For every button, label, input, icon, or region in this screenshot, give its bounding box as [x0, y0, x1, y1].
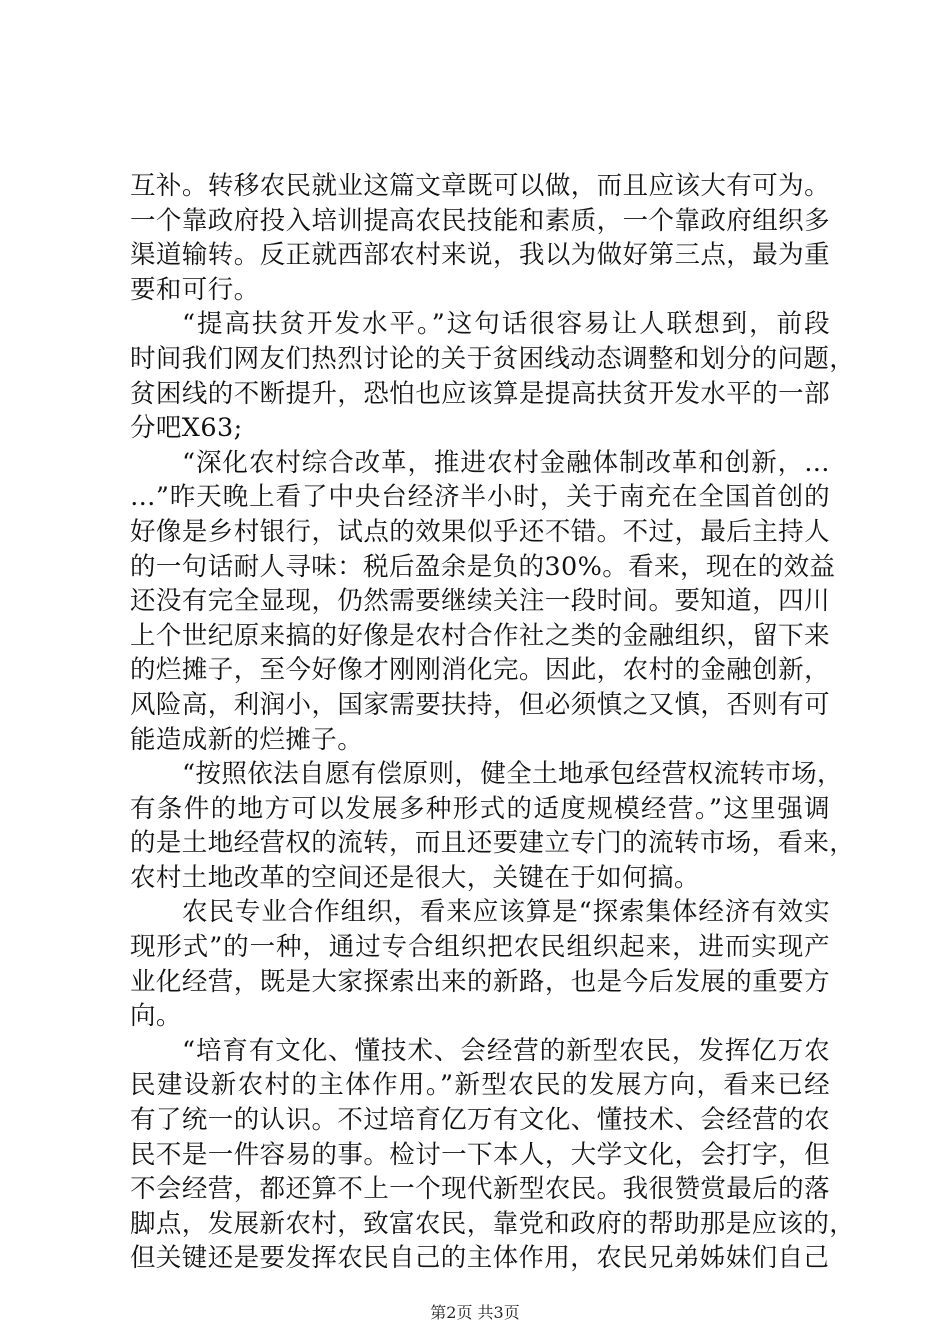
- page-footer: 第2页 共3页: [430, 1303, 520, 1322]
- text-line: 民建设新农村的主体作用。”新型农民的发展方向，看来已经: [130, 1070, 830, 1101]
- text-line: “深化农村综合改革，推进农村金融体制改革和创新，…: [182, 447, 830, 478]
- text-line: 有了统一的认识。不过培育亿万有文化、懂技术、会经营的农: [130, 1105, 830, 1136]
- text-line: “按照依法自愿有偿原则，健全土地承包经营权流转市场，: [182, 759, 843, 790]
- text-line: 农村土地改革的空间还是很大，关键在于如何搞。: [130, 862, 700, 893]
- text-line: 风险高，利润小，国家需要扶持，但必须慎之又慎，否则有可: [130, 689, 830, 720]
- paragraph: [130, 169, 830, 307]
- text-line: 有条件的地方可以发展多种形式的适度规模经营。”这里强调: [130, 793, 830, 824]
- text-line: 一个靠政府投入培训提高农民技能和素质，一个靠政府组织多: [130, 205, 830, 236]
- text-line: 农民专业合作组织，看来应该算是“探索集体经济有效实: [182, 897, 830, 928]
- text-line: 时间我们网友们热烈讨论的关于贫困线动态调整和划分的问题，: [130, 343, 856, 374]
- text-line: 贫困线的不断提升，恐怕也应该算是提高扶贫开发水平的一部: [130, 378, 830, 409]
- text-line: 但关键还是要发挥农民自己的主体作用，农民兄弟姊妹们自己: [130, 1243, 830, 1274]
- text-line: 不会经营，都还算不上一个现代新型农民。我很赞赏最后的落: [130, 1174, 830, 1205]
- text-line: 民不是一件容易的事。检讨一下本人，大学文化，会打字，但: [130, 1139, 830, 1170]
- text-line: 要和可行。: [130, 274, 260, 305]
- paragraph: [130, 757, 856, 895]
- text-line: 脚点，发展新农村，致富农民，靠党和政府的帮助那是应该的，: [130, 1208, 856, 1239]
- document-body: [130, 169, 856, 1276]
- text-line: 好像是乡村银行，试点的效果似乎还不错。不过，最后主持人: [130, 516, 830, 547]
- text-line: 能造成新的烂摊子。: [130, 724, 364, 755]
- text-line: 向。: [130, 1001, 182, 1032]
- text-line: …”昨天晚上看了中央台经济半小时，关于南充在全国首创的: [130, 482, 830, 513]
- text-line: 的一句话耐人寻味：税后盈余是负的30%。看来，现在的效益: [130, 551, 836, 582]
- text-line: 上个世纪原来搞的好像是农村合作社之类的金融组织，留下来: [130, 620, 830, 651]
- text-line: 渠道输转。反正就西部农村来说，我以为做好第三点，最为重: [130, 240, 830, 271]
- text-line: 现形式”的一种，通过专合组织把农民组织起来，进而实现产: [130, 932, 830, 963]
- text-line: “提高扶贫开发水平。”这句话很容易让人联想到，前段: [182, 309, 830, 340]
- paragraph: [130, 895, 830, 1033]
- paragraph: [130, 307, 856, 445]
- paragraph: [130, 446, 836, 757]
- paragraph: [130, 1034, 856, 1276]
- text-line: 业化经营，既是大家探索出来的新路，也是今后发展的重要方: [130, 966, 830, 997]
- text-line: 分吧X63;: [130, 413, 243, 444]
- text-line: 的是土地经营权的流转，而且还要建立专门的流转市场，看来，: [130, 828, 856, 859]
- text-line: 互补。转移农民就业这篇文章既可以做，而且应该大有可为。: [130, 171, 830, 201]
- text-line: 还没有完全显现，仍然需要继续关注一段时间。要知道，四川: [130, 586, 830, 617]
- text-line: “培育有文化、懂技术、会经营的新型农民，发挥亿万农: [182, 1035, 830, 1066]
- text-line: 的烂摊子，至今好像才刚刚消化完。因此，农村的金融创新，: [130, 655, 830, 686]
